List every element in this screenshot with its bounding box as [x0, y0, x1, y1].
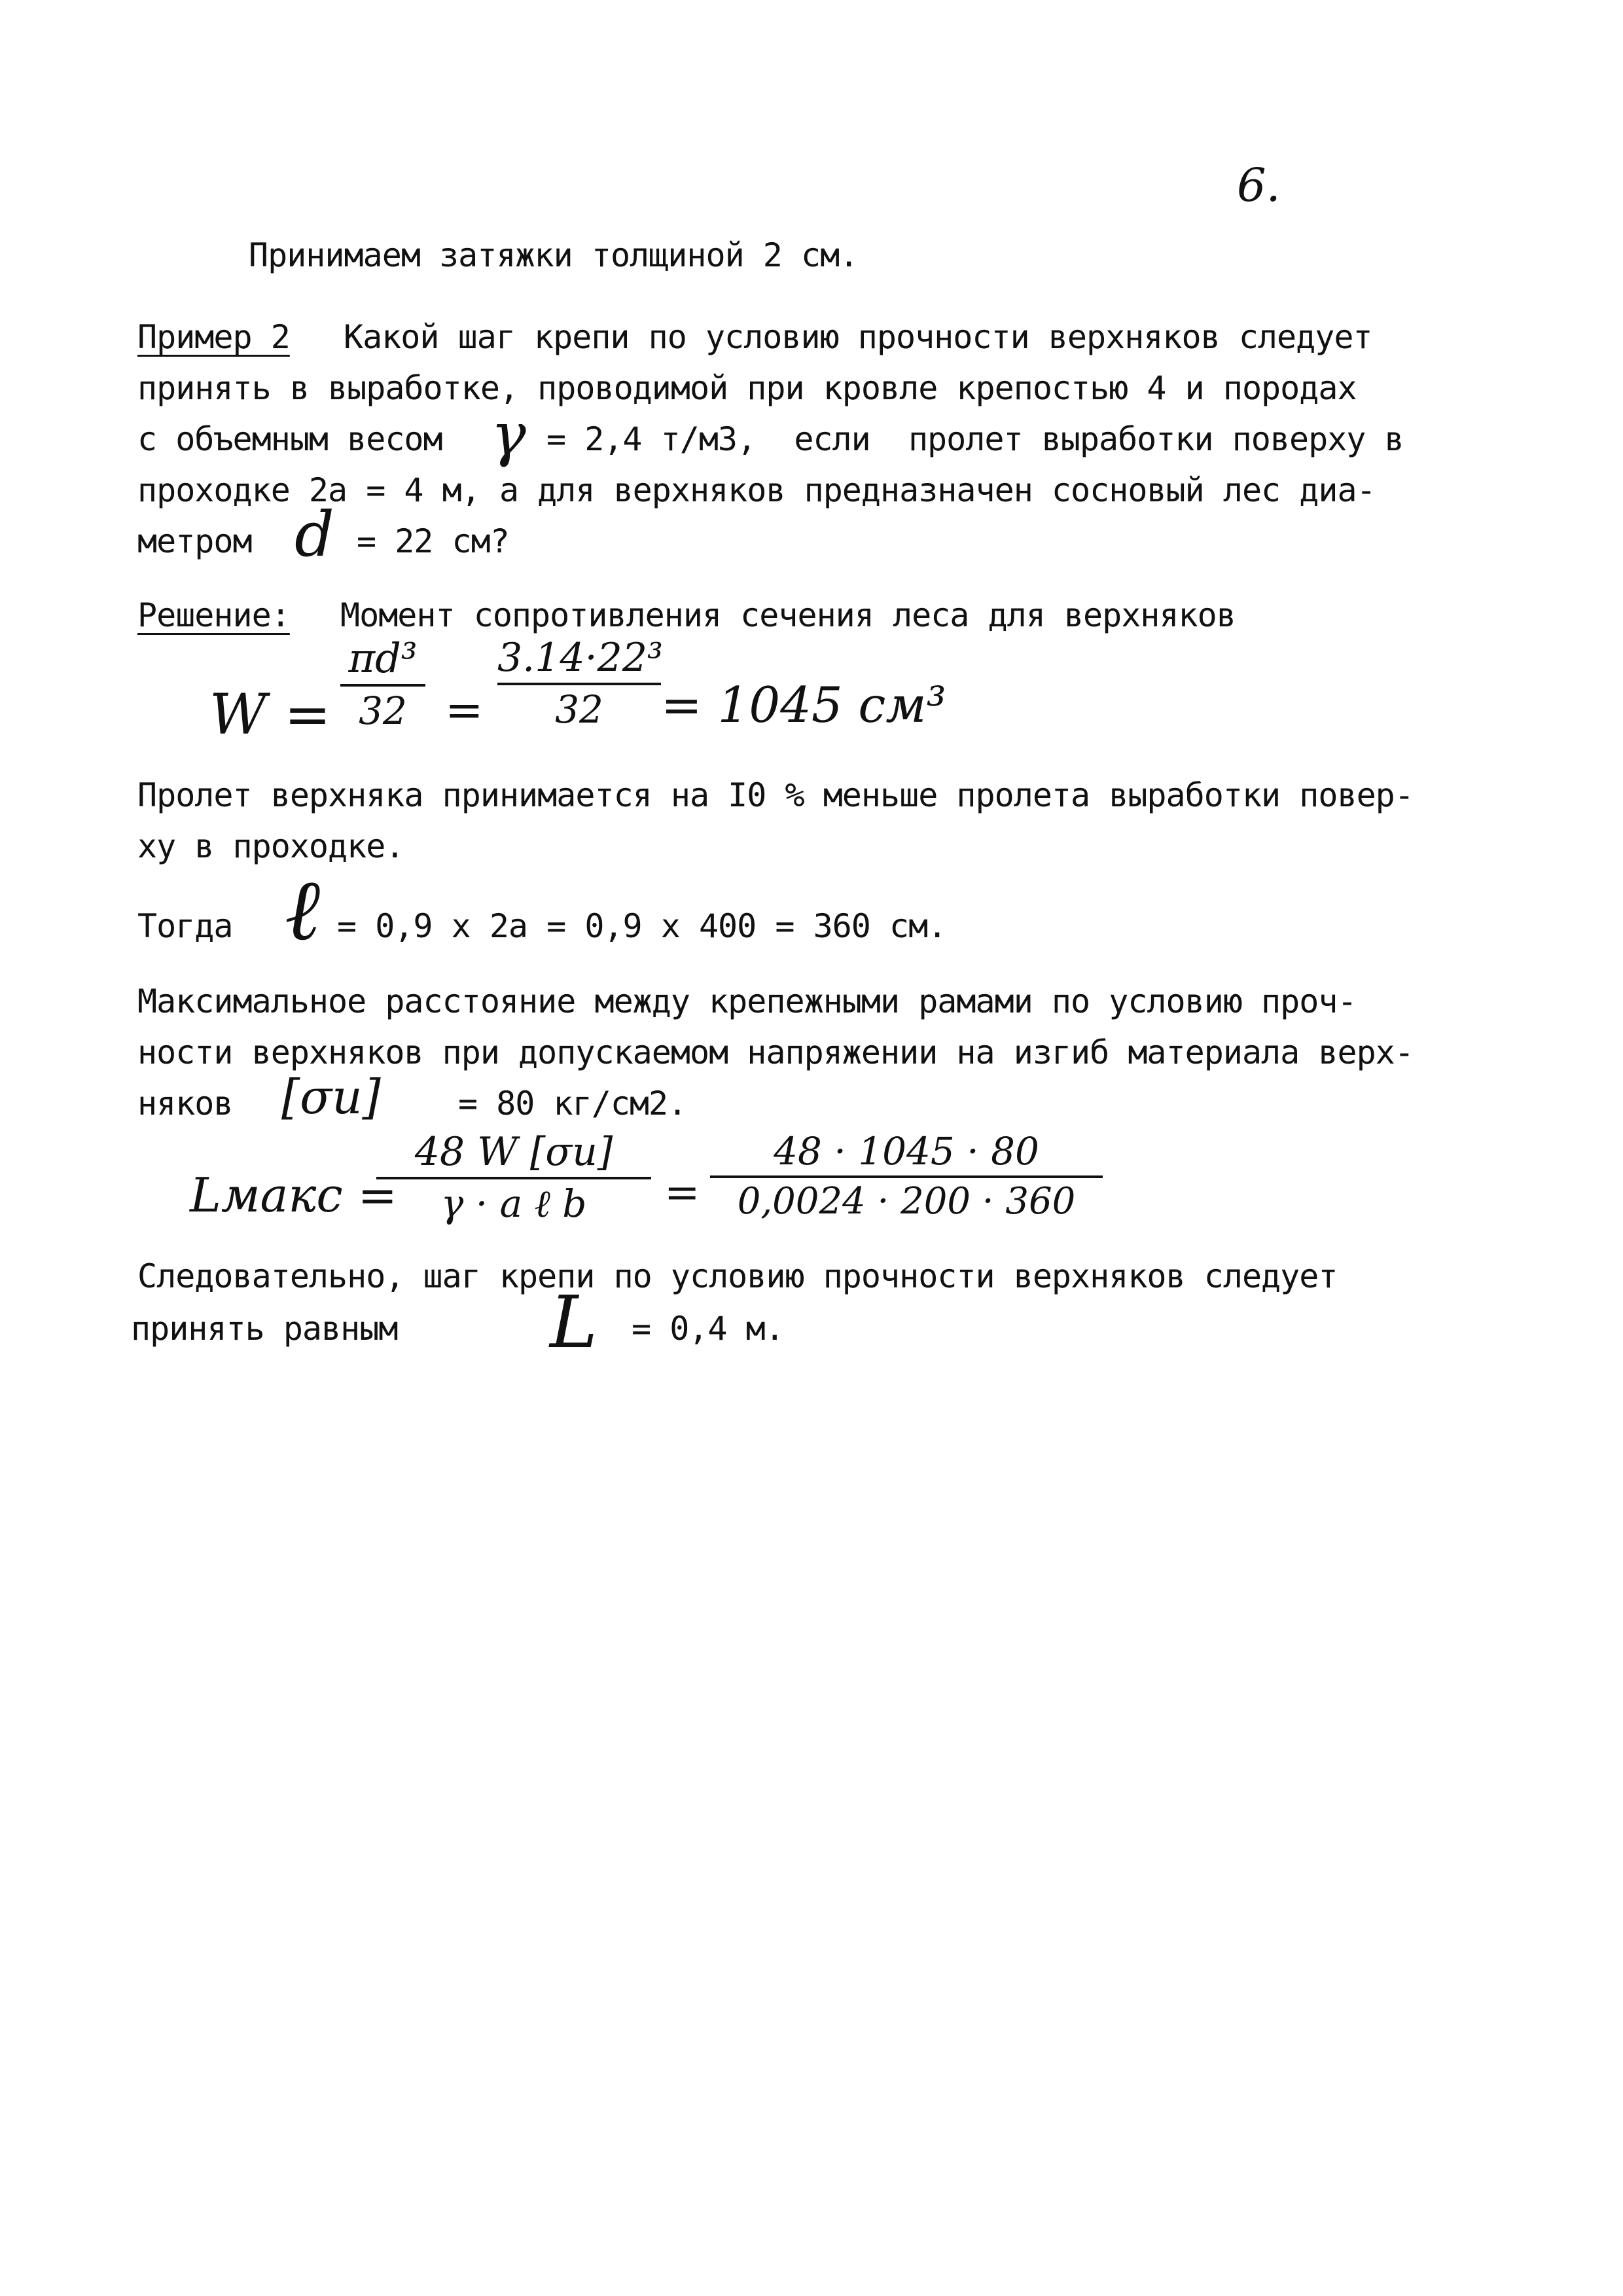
conclusion-b: = 0,4 м. — [632, 1310, 784, 1348]
formula-l-frac2-num: 48 · 1045 · 80 — [774, 1129, 1039, 1174]
gamma-symbol: γ — [491, 401, 526, 469]
conclusion-a: принять равным — [131, 1310, 398, 1348]
example-line-2: принять в выработке, проводимой при кровле крепостью 4 и породах — [137, 369, 1357, 407]
l-capital-symbol: L — [550, 1280, 598, 1364]
formula-w-frac1-num: πd³ — [348, 634, 418, 682]
intro-line: Принимаем затяжки толщиной 2 см. — [249, 236, 859, 274]
formula-w-fraction-2 — [497, 635, 664, 732]
formula-w-result: = 1045 см³ — [661, 676, 946, 734]
formula-l-frac1-den: γ · a ℓ b — [440, 1181, 587, 1226]
example-line-4: проходке 2а = 4 м, а для верхняков предназначен сосновый лес диа- — [137, 471, 1376, 509]
formula-w-lhs: W = — [209, 683, 331, 747]
max-line-2: ности верхняков при допускаемом напряжении на изгиб материала верх- — [137, 1033, 1414, 1071]
then-label: Тогда — [137, 907, 233, 945]
formula-l-fraction-1 — [376, 1129, 651, 1226]
formula-l-frac1-num: 48 W [σи] — [414, 1129, 613, 1175]
example-line-3-a: с объемным весом — [137, 420, 442, 458]
span-line-1: Пролет верхняка принимается на I0 % меньше пролета выработки повер- — [137, 776, 1414, 814]
example-line-3-b: = 2,4 т/м3, если пролет выработки поверху в — [546, 420, 1404, 458]
example-line-5-b: = 22 см? — [357, 522, 509, 560]
solution-label: Решение: — [137, 596, 290, 634]
max-line-3-a: няков — [137, 1085, 233, 1122]
formula-l-lhs: Lмакс = — [190, 1168, 397, 1223]
max-line-3-b: = 80 кг/см2. — [458, 1085, 687, 1122]
formula-l-frac2-den: 0,0024 · 200 · 360 — [737, 1180, 1076, 1223]
page-number: 6. — [1237, 158, 1281, 212]
fraction-bar — [340, 684, 425, 687]
max-line-1: Максимальное расстояние между крепежными рамами по условию проч- — [137, 982, 1357, 1020]
fraction-bar — [497, 683, 661, 685]
formula-w-eq: = — [445, 683, 484, 737]
formula-w-frac1-den: 32 — [359, 689, 407, 733]
fraction-bar — [376, 1177, 651, 1179]
formula-l-eq: = — [664, 1168, 700, 1217]
fraction-bar — [710, 1175, 1103, 1178]
d-symbol: d — [294, 499, 334, 571]
formula-w-frac2-num: 3.14·22³ — [497, 635, 664, 681]
stress-symbol: [σи] — [281, 1069, 381, 1124]
span-line-2: ху в проходке. — [137, 827, 404, 865]
l-symbol: ℓ — [285, 860, 321, 960]
formula-l-fraction-2 — [710, 1129, 1103, 1223]
formula-w-fraction-1 — [340, 634, 425, 733]
example-label: Пример 2 — [137, 318, 290, 356]
then-expression: = 0,9 x 2а = 0,9 x 400 = 360 см. — [337, 907, 947, 945]
solution-text: Момент сопротивления сечения леса для верхняков — [340, 596, 1236, 634]
example-line-5-a: метром — [137, 522, 252, 560]
conclusion-line-1: Следовательно, шаг крепи по условию прочности верхняков следует — [137, 1257, 1338, 1295]
formula-w-frac2-den: 32 — [555, 687, 603, 732]
example-line-1: Какой шаг крепи по условию прочности верхняков следует — [344, 318, 1372, 356]
